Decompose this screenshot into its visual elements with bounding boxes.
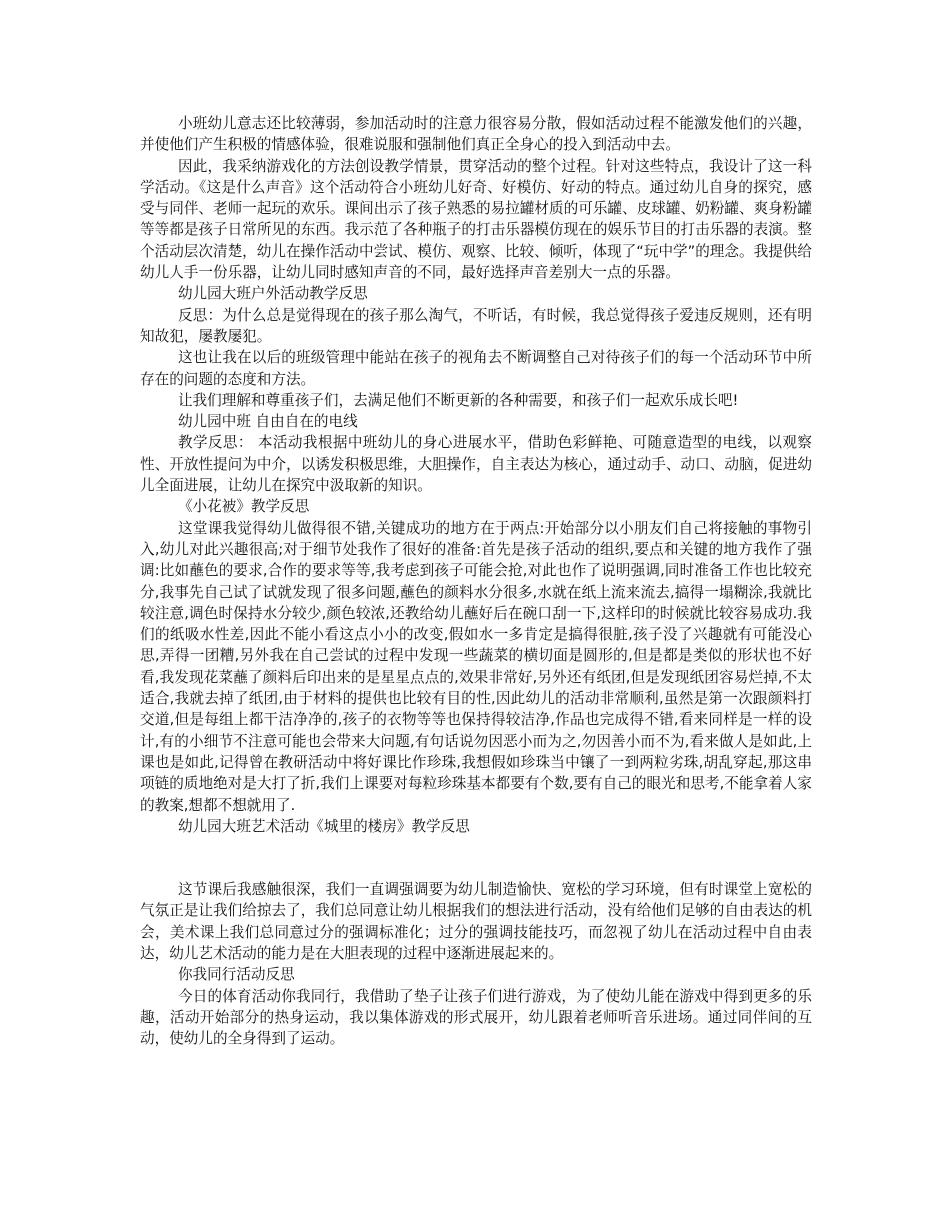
paragraph-teaching-reflection: 教学反思： 本活动我根据中班幼儿的身心进展水平，借助色彩鲜艳、可随意造型的电线，以观察性、开放性提问为中介，以诱发积极思维，大胆操作，自主表达为核心，通过动手、动口、动脑，促进幼儿全面进展，让幼儿在探究中汲取新的知识。 (140, 434, 812, 495)
document-body (140, 113, 812, 1049)
heading-outdoor-reflection: 幼儿园大班户外活动教学反思 (177, 285, 368, 303)
heading-you-and-me: 你我同行活动反思 (177, 966, 295, 984)
paragraph-art-reflection: 这节课后我感触很深，我们一直调强调要为幼儿制造愉快、宽松的学习环境，但有时课堂上宽松的气氛正是让我们给掠去了，我们总同意让幼儿根据我们的想法进行活动，没有给他们足够的自由表达的机会，美术课上我们总同意过分的强调标准化；过分的强调技能技巧，而忽视了幼儿在活动过程中自由表达，幼儿艺术活动的能力是在大胆表现的过程中逐渐进展起来的。 (140, 881, 812, 962)
paragraph-sports-activity: 今日的体育活动你我同行，我借助了垫子让孩子们进行游戏，为了使幼儿能在游戏中得到更多的乐趣，活动开始部分的热身运动，我以集体游戏的形式展开，幼儿跟着老师听音乐进场。通过同伴间的互动，使幼儿的全身得到了运动。 (140, 987, 812, 1048)
spacer (140, 837, 812, 879)
paragraph-reflection-question: 反思：为什么总是觉得现在的孩子那么淘气，不听话，有时候，我总觉得孩子爱违反规则，还有明知故犯，屡教屡犯。 (140, 306, 812, 345)
paragraph-respect-children: 让我们理解和尊重孩子们，去满足他们不断更新的各种需要，和孩子们一起欢乐成长吧! (177, 391, 739, 409)
paragraph-science-activity: 因此，我采纳游戏化的方法创设教学情景，贯穿活动的整个过程。针对这些特点，我设计了这一科学活动。《这是什么声音》这个活动符合小班幼儿好奇、好模仿、好动的特点。通过幼儿自身的探究，感受与同伴、老师一起玩的欢乐。课间出示了孩子熟悉的易拉罐材质的可乐罐、皮球罐、奶粉罐、爽身粉罐等等都是孩子日常所见的东西。我示范了各种瓶子的打击乐器模仿现在的娱乐节目的打击乐器的表演。整个活动层次清楚，幼儿在操作活动中尝试、模仿、观察、比较、倾听，体现了“玩中学”的理念。我提供给幼儿人手一份乐器，让幼儿同时感知声音的不同，最好选择声音差别大一点的乐器。 (140, 157, 812, 282)
paragraph-flower-quilt-reflection: 这堂课我觉得幼儿做得很不错,关键成功的地方在于两点:开始部分以小朋友们自己将接触的事物引入,幼儿对此兴趣很高;对于细节处我作了很好的准备:首先是孩子活动的组织,要点和关键的地方我作了强调:比如蘸色的要求,合作的要求等等,我考虑到孩子可能会抢,对此也作了说明强调,同时准备工作也比较充分,我事先自己试了试就发现了很多问题,蘸色的颜料水分很多,水就在纸上流来流去,搞得一塌糊涂,我就比较注意,调色时保持水分较少,颜色较浓,还教给幼儿蘸好后在碗口刮一下,这样印的时候就比较容易成功.我们的纸吸水性差,因此不能小看这点小小的改变,假如水一多肯定是搞得很脏,孩子没了兴趣就有可能没心思,弄得一团糟,另外我在自己尝试的过程中发现一些蔬菜的横切面是圆形的,但是都是类似的形状也不好看,我发现花菜蘸了颜料后印出来的是星星点点的,效果非常好,另外还有纸团,但是发现纸团容易烂掉,不太适合,我就去掉了纸团,由于材料的提供也比较有目的性,因此幼儿的活动非常顺利,虽然是第一次跟颜料打交道,但是每组上都干洁净净的,孩子的衣物等等也保持得较洁净,作品也完成得不错,看来同样是一样的设计,有的小细节不注意可能也会带来大问题,有句话说勿因恶小而为之,勿因善小而不为,看来做人是如此,上课也是如此,记得曾在教研活动中将好课比作珍珠,我想假如珍珠当中镶了一到两粒劣珠,胡乱穿起,那这串项链的质地绝对是大打了折,我们上课要对每粒珍珠基本都要有个数,要有自己的眼光和思考,不能拿着人家的教案,想都不想就用了. (140, 519, 812, 814)
heading-city-buildings: 幼儿园大班艺术活动《城里的楼房》教学反思 (177, 817, 470, 835)
paragraph-intro: 小班幼儿意志还比较薄弱，参加活动时的注意力很容易分散，假如活动过程不能激发他们的兴趣，并使他们产生积极的情感体验，很难说服和强制他们真正全身心的投入到活动中去。 (140, 115, 812, 154)
heading-flower-quilt: 《小花被》教学反思 (177, 498, 310, 516)
paragraph-class-management: 这也让我在以后的班级管理中能站在孩子的视角去不断调整自己对待孩子们的每一个活动环节中所存在的问题的态度和方法。 (140, 349, 812, 388)
heading-wire-activity: 幼儿园中班 自由自在的电线 (177, 413, 358, 431)
